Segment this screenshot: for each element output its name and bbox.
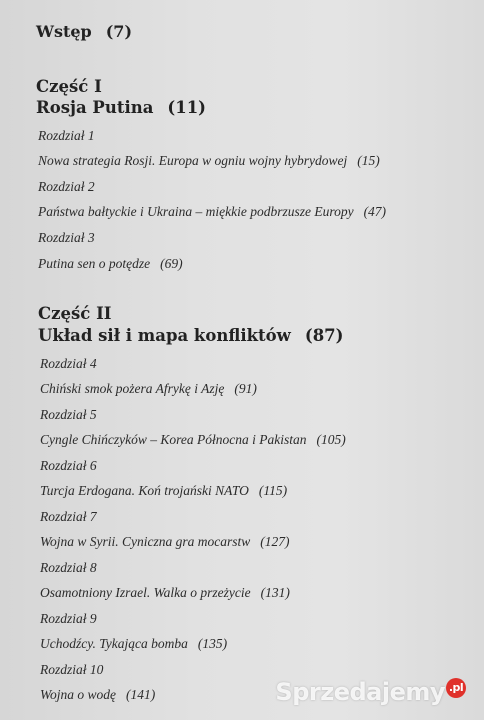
chapter-9-entry — [40, 636, 227, 652]
part-1-heading — [36, 98, 206, 117]
chapter-1-page: (15) — [357, 153, 380, 168]
chapter-2-page: (47) — [363, 204, 387, 219]
chapter-2-entry — [38, 204, 386, 220]
chapter-7-entry — [40, 534, 290, 550]
chapter-1-entry — [38, 153, 380, 169]
part-1-label: Część I — [36, 77, 102, 96]
chapter-5-label: Rozdział 5 — [40, 407, 97, 422]
chapter-3-entry — [38, 256, 183, 272]
chapter-3-page: (69) — [160, 256, 183, 271]
chapter-3-title: Putina sen o potędze — [38, 256, 151, 271]
chapter-8-label: Rozdział 8 — [40, 560, 97, 575]
chapter-1-label: Rozdział 1 — [38, 128, 95, 143]
chapter-10-entry — [40, 687, 155, 703]
chapter-4-entry — [40, 381, 257, 397]
chapter-5-page: (105) — [316, 432, 346, 447]
chapter-7-page: (127) — [260, 534, 290, 549]
chapter-2-label: Rozdział 2 — [38, 179, 95, 194]
chapter-6-label: Rozdział 6 — [40, 458, 97, 473]
watermark-logo — [275, 678, 466, 706]
chapter-8-page: (131) — [260, 585, 290, 600]
part-2-title: Układ sił i mapa konfliktów — [38, 326, 291, 345]
chapter-10-label: Rozdział 10 — [40, 662, 104, 677]
watermark-brand: Sprzedajemy — [275, 678, 445, 706]
part-2-page: (87) — [304, 326, 344, 345]
chapter-10-title: Wojna o wodę — [40, 687, 117, 702]
chapter-8-entry — [40, 585, 290, 601]
chapter-7-title: Wojna w Syrii. Cyniczna gra mocarstw — [40, 534, 251, 549]
watermark-tld: .pl — [446, 678, 466, 698]
intro-page: (7) — [105, 22, 133, 41]
chapter-6-page: (115) — [258, 483, 288, 498]
intro-heading — [36, 22, 132, 41]
chapter-7-label: Rozdział 7 — [40, 509, 97, 524]
chapter-5-title: Cyngle Chińczyków – Korea Północna i Pakistan — [40, 432, 307, 447]
part-2-label: Część II — [38, 304, 112, 323]
chapter-2-title: Państwa bałtyckie i Ukraina – miękkie podbrzusze Europy — [38, 204, 354, 219]
part-1-page: (11) — [167, 98, 206, 117]
chapter-9-title: Uchodźcy. Tykająca bomba — [40, 636, 188, 651]
intro-title: Wstęp — [36, 22, 92, 41]
chapter-10-page: (141) — [126, 687, 156, 702]
chapter-9-label: Rozdział 9 — [40, 611, 97, 626]
chapter-1-title: Nowa strategia Rosji. Europa w ogniu wojny hybrydowej — [38, 153, 348, 168]
chapter-5-entry — [40, 432, 346, 448]
chapter-3-label: Rozdział 3 — [38, 230, 95, 245]
chapter-4-title: Chiński smok pożera Afrykę i Azję — [40, 381, 225, 396]
chapter-6-entry — [40, 483, 287, 499]
chapter-6-title: Turcja Erdogana. Koń trojański NATO — [40, 483, 249, 498]
chapter-4-label: Rozdział 4 — [40, 356, 97, 371]
chapter-8-title: Osamotniony Izrael. Walka o przeżycie — [40, 585, 251, 600]
chapter-9-page: (135) — [197, 636, 228, 651]
chapter-4-page: (91) — [234, 381, 257, 396]
part-1-title: Rosja Putina — [36, 98, 154, 117]
part-2-heading — [38, 326, 343, 345]
